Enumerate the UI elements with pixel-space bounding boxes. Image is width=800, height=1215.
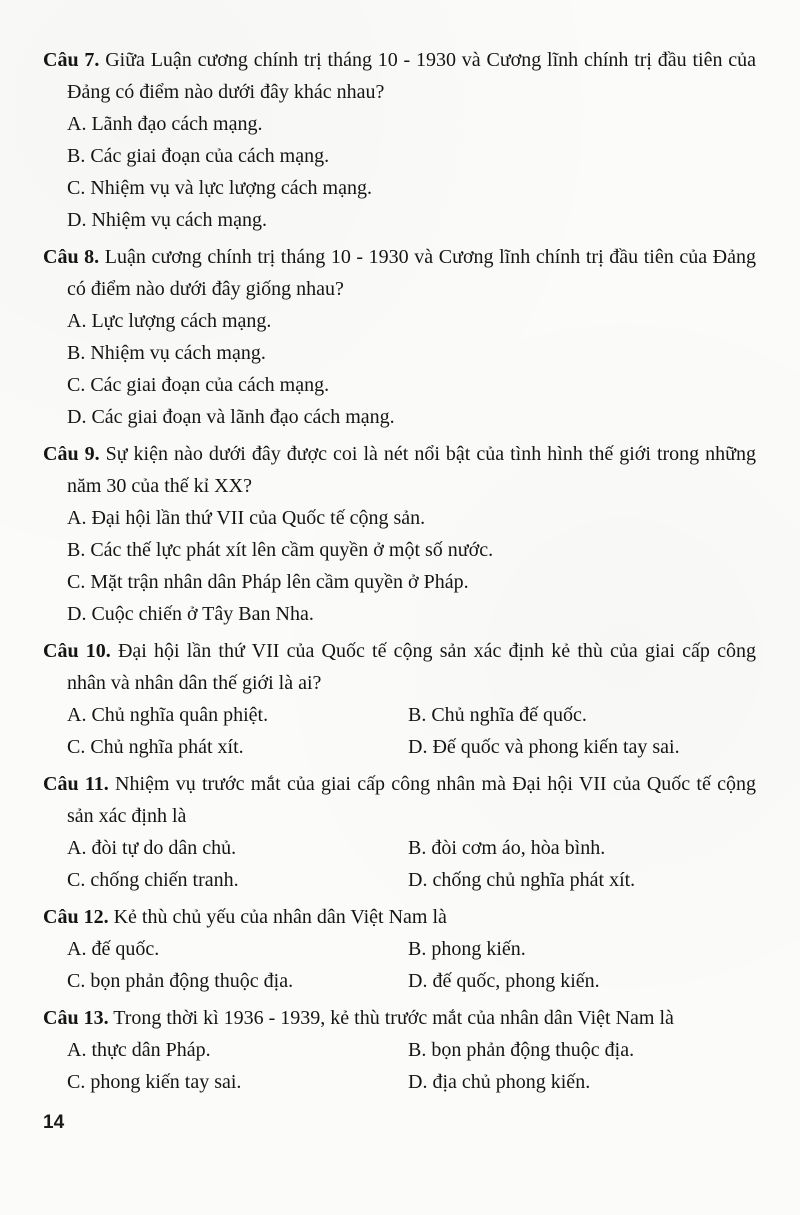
option-c: C. Các giai đoạn của cách mạng. — [67, 374, 330, 396]
option-a: A. đòi tự do dân chủ. — [67, 837, 237, 859]
question-text — [43, 1002, 756, 1034]
option-a: A. Đại hội lần thứ VII của Quốc tế cộng sản. — [67, 507, 426, 529]
option-d: D. Nhiệm vụ cách mạng. — [67, 209, 267, 231]
question-text — [43, 901, 756, 933]
question-7 — [43, 44, 756, 236]
question-body: Sự kiện nào dưới đây được coi là nét nổi bật của tình hình thế giới trong những năm 30 của thế kỉ XX? — [67, 443, 757, 497]
option-a: A. đế quốc. — [67, 938, 160, 960]
option-c: C. bọn phản động thuộc địa. — [67, 970, 294, 992]
option-d: D. Cuộc chiến ở Tây Ban Nha. — [67, 603, 314, 625]
options-list — [67, 502, 756, 630]
question-label: Câu 12. — [43, 906, 109, 928]
option-a: A. thực dân Pháp. — [67, 1039, 211, 1061]
option-b: B. phong kiến. — [408, 938, 526, 960]
question-13 — [43, 1002, 756, 1098]
options-grid — [67, 1034, 756, 1098]
question-body: Luận cương chính trị tháng 10 - 1930 và Cương lĩnh chính trị đầu tiên của Đảng có điểm nào dưới đây giống nhau? — [67, 246, 756, 300]
question-label: Câu 10. — [43, 640, 111, 662]
options-grid — [67, 832, 756, 896]
option-c: C. Nhiệm vụ và lực lượng cách mạng. — [67, 177, 372, 199]
option-c: C. Mặt trận nhân dân Pháp lên cầm quyền ở Pháp. — [67, 571, 469, 593]
option-b: B. đòi cơm áo, hòa bình. — [408, 837, 606, 859]
option-d: D. địa chủ phong kiến. — [408, 1071, 591, 1093]
question-body: Đại hội lần thứ VII của Quốc tế cộng sản xác định kẻ thù của giai cấp công nhân và nhân dân thế giới là ai? — [67, 640, 757, 694]
question-label: Câu 7. — [43, 49, 100, 71]
question-9 — [43, 438, 756, 630]
page-number: 14 — [43, 1112, 65, 1133]
option-c: C. chống chiến tranh. — [67, 869, 239, 891]
option-b: B. bọn phản động thuộc địa. — [408, 1039, 635, 1061]
options-grid — [67, 933, 756, 997]
question-body: Giữa Luận cương chính trị tháng 10 - 1930 và Cương lĩnh chính trị đầu tiên của Đảng có điểm nào dưới đây khác nhau? — [67, 49, 756, 103]
question-11 — [43, 768, 756, 896]
options-list — [67, 108, 756, 236]
question-text — [43, 635, 757, 699]
question-text — [43, 241, 756, 305]
question-label: Câu 13. — [43, 1007, 109, 1029]
option-c: C. Chủ nghĩa phát xít. — [67, 736, 244, 758]
question-text — [43, 768, 757, 832]
options-list — [67, 305, 756, 433]
option-a: A. Lực lượng cách mạng. — [67, 310, 272, 332]
option-b: B. Các thế lực phát xít lên cầm quyền ở một số nước. — [67, 539, 494, 561]
option-d: D. Các giai đoạn và lãnh đạo cách mạng. — [67, 406, 395, 428]
question-12 — [43, 901, 756, 997]
question-body: Trong thời kì 1936 - 1939, kẻ thù trước mắt của nhân dân Việt Nam là — [113, 1007, 674, 1029]
option-a: A. Chủ nghĩa quân phiệt. — [67, 704, 269, 726]
option-d: D. Đế quốc và phong kiến tay sai. — [408, 736, 680, 758]
question-label: Câu 8. — [43, 246, 100, 268]
option-b: B. Các giai đoạn của cách mạng. — [67, 145, 330, 167]
question-label: Câu 11. — [43, 773, 109, 795]
option-d: D. đế quốc, phong kiến. — [408, 970, 600, 992]
question-8 — [43, 241, 756, 433]
question-text — [43, 438, 757, 502]
question-text — [43, 44, 756, 108]
question-label: Câu 9. — [43, 443, 100, 465]
option-b: B. Nhiệm vụ cách mạng. — [67, 342, 266, 364]
question-10 — [43, 635, 756, 763]
question-body: Nhiệm vụ trước mắt của giai cấp công nhân mà Đại hội VII của Quốc tế cộng sản xác định là — [67, 773, 757, 827]
option-d: D. chống chủ nghĩa phát xít. — [408, 869, 636, 891]
options-grid — [67, 699, 756, 763]
option-b: B. Chủ nghĩa đế quốc. — [408, 704, 587, 726]
question-body: Kẻ thù chủ yếu của nhân dân Việt Nam là — [113, 906, 447, 928]
option-a: A. Lãnh đạo cách mạng. — [67, 113, 263, 135]
option-c: C. phong kiến tay sai. — [67, 1071, 242, 1093]
